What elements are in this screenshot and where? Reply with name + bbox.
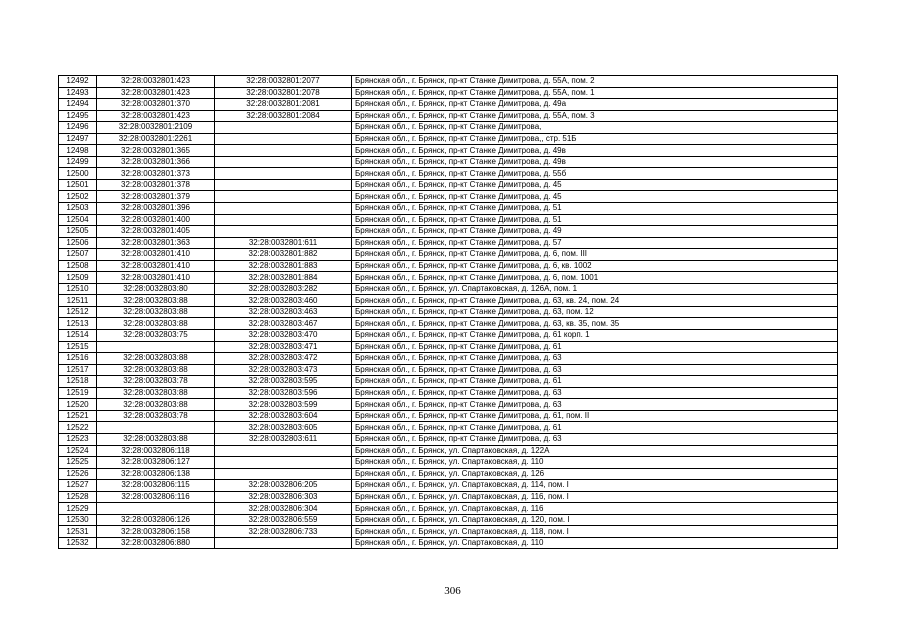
object-number-cell: 32:28:0032801:2078	[215, 87, 352, 99]
row-number-cell: 12503	[59, 203, 97, 215]
row-number-cell: 12492	[59, 76, 97, 88]
parcel-number-cell: 32:28:0032801:410	[97, 272, 215, 284]
table-row	[59, 445, 838, 457]
table-row	[59, 306, 838, 318]
table-row	[59, 537, 838, 549]
table-row	[59, 179, 838, 191]
row-number-cell: 12494	[59, 99, 97, 111]
parcel-number-cell: 32:28:0032801:400	[97, 214, 215, 226]
parcel-number-cell: 32:28:0032803:78	[97, 410, 215, 422]
row-number-cell: 12528	[59, 491, 97, 503]
address-cell: Брянская обл., г. Брянск, пр-кт Станке Димитрова, д. 49в	[352, 145, 838, 157]
object-number-cell: 32:28:0032803:596	[215, 387, 352, 399]
object-number-cell: 32:28:0032803:471	[215, 341, 352, 353]
table-row	[59, 457, 838, 469]
object-number-cell: 32:28:0032803:472	[215, 353, 352, 365]
row-number-cell: 12523	[59, 433, 97, 445]
address-cell: Брянская обл., г. Брянск, пр-кт Станке Димитрова, д. 6, кв. 1002	[352, 260, 838, 272]
address-cell: Брянская обл., г. Брянск, пр-кт Станке Димитрова, д. 55б	[352, 168, 838, 180]
parcel-number-cell: 32:28:0032801:370	[97, 99, 215, 111]
table-row	[59, 364, 838, 376]
row-number-cell: 12529	[59, 503, 97, 515]
table-row	[59, 214, 838, 226]
address-cell: Брянская обл., г. Брянск, пр-кт Станке Димитрова, д. 61	[352, 376, 838, 388]
address-cell: Брянская обл., г. Брянск, пр-кт Станке Димитрова, д. 63	[352, 433, 838, 445]
row-number-cell: 12502	[59, 191, 97, 203]
object-number-cell: 32:28:0032803:460	[215, 295, 352, 307]
row-number-cell: 12522	[59, 422, 97, 434]
address-cell: Брянская обл., г. Брянск, пр-кт Станке Димитрова, д. 63, пом. 12	[352, 306, 838, 318]
parcel-number-cell: 32:28:0032801:396	[97, 203, 215, 215]
row-number-cell: 12497	[59, 133, 97, 145]
parcel-number-cell: 32:28:0032803:80	[97, 283, 215, 295]
table-row	[59, 87, 838, 99]
parcel-number-cell: 32:28:0032801:373	[97, 168, 215, 180]
table-row	[59, 249, 838, 261]
address-cell: Брянская обл., г. Брянск, пр-кт Станке Димитрова, д. 63	[352, 364, 838, 376]
address-cell: Брянская обл., г. Брянск, пр-кт Станке Димитрова, д. 51	[352, 203, 838, 215]
object-number-cell	[215, 156, 352, 168]
parcel-number-cell: 32:28:0032801:405	[97, 226, 215, 238]
row-number-cell: 12524	[59, 445, 97, 457]
address-cell: Брянская обл., г. Брянск, ул. Спартаковская, д. 122А	[352, 445, 838, 457]
row-number-cell: 12504	[59, 214, 97, 226]
row-number-cell: 12507	[59, 249, 97, 261]
row-number-cell: 12525	[59, 457, 97, 469]
table-row	[59, 468, 838, 480]
row-number-cell: 12517	[59, 364, 97, 376]
object-number-cell: 32:28:0032801:611	[215, 237, 352, 249]
object-number-cell: 32:28:0032803:605	[215, 422, 352, 434]
table-row	[59, 410, 838, 422]
table-row	[59, 341, 838, 353]
object-number-cell	[215, 168, 352, 180]
table-row	[59, 156, 838, 168]
object-number-cell: 32:28:0032801:883	[215, 260, 352, 272]
row-number-cell: 12508	[59, 260, 97, 272]
address-cell: Брянская обл., г. Брянск, пр-кт Станке Димитрова, д. 63	[352, 353, 838, 365]
address-cell: Брянская обл., г. Брянск, ул. Спартаковская, д. 116	[352, 503, 838, 515]
parcel-number-cell	[97, 422, 215, 434]
row-number-cell: 12501	[59, 179, 97, 191]
address-cell: Брянская обл., г. Брянск, ул. Спартаковская, д. 126	[352, 468, 838, 480]
address-cell: Брянская обл., г. Брянск, ул. Спартаковская, д. 110	[352, 537, 838, 549]
object-number-cell: 32:28:0032803:463	[215, 306, 352, 318]
object-number-cell	[215, 214, 352, 226]
parcel-number-cell: 32:28:0032803:88	[97, 387, 215, 399]
table-row	[59, 110, 838, 122]
object-number-cell: 32:28:0032803:470	[215, 330, 352, 342]
row-number-cell: 12505	[59, 226, 97, 238]
table-row	[59, 387, 838, 399]
row-number-cell: 12513	[59, 318, 97, 330]
table-row	[59, 330, 838, 342]
address-cell: Брянская обл., г. Брянск, пр-кт Станке Димитрова, д. 49	[352, 226, 838, 238]
object-number-cell	[215, 179, 352, 191]
address-cell: Брянская обл., г. Брянск, пр-кт Станке Димитрова, д. 55А, пом. 1	[352, 87, 838, 99]
object-number-cell: 32:28:0032806:304	[215, 503, 352, 515]
object-number-cell: 32:28:0032801:884	[215, 272, 352, 284]
row-number-cell: 12511	[59, 295, 97, 307]
row-number-cell: 12521	[59, 410, 97, 422]
parcel-number-cell: 32:28:0032806:158	[97, 526, 215, 538]
parcel-number-cell: 32:28:0032801:379	[97, 191, 215, 203]
parcel-number-cell: 32:28:0032803:88	[97, 364, 215, 376]
address-cell: Брянская обл., г. Брянск, пр-кт Станке Димитрова, д. 61, пом. II	[352, 410, 838, 422]
table-row	[59, 503, 838, 515]
address-cell: Брянская обл., г. Брянск, пр-кт Станке Димитрова, д. 61	[352, 422, 838, 434]
address-cell: Брянская обл., г. Брянск, пр-кт Станке Димитрова, д. 63, кв. 24, пом. 24	[352, 295, 838, 307]
table-row	[59, 422, 838, 434]
cadastral-table	[58, 75, 838, 549]
parcel-number-cell: 32:28:0032806:116	[97, 491, 215, 503]
table-row	[59, 526, 838, 538]
address-cell: Брянская обл., г. Брянск, пр-кт Станке Димитрова, д. 55А, пом. 3	[352, 110, 838, 122]
object-number-cell	[215, 226, 352, 238]
row-number-cell: 12509	[59, 272, 97, 284]
parcel-number-cell	[97, 503, 215, 515]
row-number-cell: 12515	[59, 341, 97, 353]
address-cell: Брянская обл., г. Брянск, пр-кт Станке Димитрова, д. 61	[352, 341, 838, 353]
row-number-cell: 12520	[59, 399, 97, 411]
parcel-number-cell: 32:28:0032806:138	[97, 468, 215, 480]
parcel-number-cell: 32:28:0032803:88	[97, 295, 215, 307]
object-number-cell	[215, 133, 352, 145]
row-number-cell: 12530	[59, 514, 97, 526]
parcel-number-cell: 32:28:0032806:118	[97, 445, 215, 457]
table-row	[59, 122, 838, 134]
object-number-cell	[215, 203, 352, 215]
address-cell: Брянская обл., г. Брянск, ул. Спартаковская, д. 126А, пом. 1	[352, 283, 838, 295]
parcel-number-cell: 32:28:0032806:115	[97, 480, 215, 492]
address-cell: Брянская обл., г. Брянск, пр-кт Станке Димитрова, д. 63	[352, 387, 838, 399]
row-number-cell: 12531	[59, 526, 97, 538]
table-row	[59, 226, 838, 238]
parcel-number-cell: 32:28:0032806:880	[97, 537, 215, 549]
parcel-number-cell: 32:28:0032801:2109	[97, 122, 215, 134]
table-row	[59, 237, 838, 249]
object-number-cell: 32:28:0032803:595	[215, 376, 352, 388]
parcel-number-cell: 32:28:0032801:365	[97, 145, 215, 157]
parcel-number-cell: 32:28:0032803:88	[97, 433, 215, 445]
table-row	[59, 399, 838, 411]
table-row	[59, 376, 838, 388]
table-row	[59, 514, 838, 526]
row-number-cell: 12518	[59, 376, 97, 388]
object-number-cell	[215, 468, 352, 480]
table-row	[59, 168, 838, 180]
address-cell: Брянская обл., г. Брянск, пр-кт Станке Димитрова, д. 45	[352, 191, 838, 203]
address-cell: Брянская обл., г. Брянск, ул. Спартаковская, д. 114, пом. I	[352, 480, 838, 492]
object-number-cell: 32:28:0032803:467	[215, 318, 352, 330]
table-row	[59, 191, 838, 203]
row-number-cell: 12496	[59, 122, 97, 134]
address-cell: Брянская обл., г. Брянск, пр-кт Станке Димитрова,, стр. 51Б	[352, 133, 838, 145]
table-row	[59, 272, 838, 284]
object-number-cell: 32:28:0032803:604	[215, 410, 352, 422]
parcel-number-cell: 32:28:0032801:423	[97, 87, 215, 99]
row-number-cell: 12512	[59, 306, 97, 318]
parcel-number-cell: 32:28:0032801:410	[97, 249, 215, 261]
parcel-number-cell: 32:28:0032806:127	[97, 457, 215, 469]
table-row	[59, 283, 838, 295]
table-row	[59, 491, 838, 503]
table-row	[59, 99, 838, 111]
table-row	[59, 353, 838, 365]
table-row	[59, 133, 838, 145]
object-number-cell	[215, 457, 352, 469]
row-number-cell: 12498	[59, 145, 97, 157]
row-number-cell: 12527	[59, 480, 97, 492]
row-number-cell: 12506	[59, 237, 97, 249]
object-number-cell: 32:28:0032806:559	[215, 514, 352, 526]
address-cell: Брянская обл., г. Брянск, пр-кт Станке Димитрова, д. 6, пом. 1001	[352, 272, 838, 284]
page-number: 306	[444, 585, 461, 597]
row-number-cell: 12526	[59, 468, 97, 480]
parcel-number-cell: 32:28:0032801:423	[97, 76, 215, 88]
row-number-cell: 12499	[59, 156, 97, 168]
row-number-cell: 12516	[59, 353, 97, 365]
parcel-number-cell: 32:28:0032801:366	[97, 156, 215, 168]
address-cell: Брянская обл., г. Брянск, ул. Спартаковская, д. 110	[352, 457, 838, 469]
object-number-cell	[215, 191, 352, 203]
address-cell: Брянская обл., г. Брянск, ул. Спартаковская, д. 120, пом. I	[352, 514, 838, 526]
object-number-cell: 32:28:0032803:611	[215, 433, 352, 445]
row-number-cell: 12514	[59, 330, 97, 342]
parcel-number-cell: 32:28:0032801:363	[97, 237, 215, 249]
table-row	[59, 203, 838, 215]
parcel-number-cell: 32:28:0032803:75	[97, 330, 215, 342]
parcel-number-cell: 32:28:0032801:410	[97, 260, 215, 272]
table-row	[59, 480, 838, 492]
row-number-cell: 12532	[59, 537, 97, 549]
address-cell: Брянская обл., г. Брянск, пр-кт Станке Димитрова, д. 55А, пом. 2	[352, 76, 838, 88]
object-number-cell: 32:28:0032801:2081	[215, 99, 352, 111]
table-row	[59, 260, 838, 272]
row-number-cell: 12500	[59, 168, 97, 180]
object-number-cell: 32:28:0032806:205	[215, 480, 352, 492]
row-number-cell: 12495	[59, 110, 97, 122]
address-cell: Брянская обл., г. Брянск, пр-кт Станке Димитрова, д. 51	[352, 214, 838, 226]
object-number-cell: 32:28:0032801:2084	[215, 110, 352, 122]
object-number-cell: 32:28:0032806:733	[215, 526, 352, 538]
parcel-number-cell: 32:28:0032801:2261	[97, 133, 215, 145]
object-number-cell: 32:28:0032803:282	[215, 283, 352, 295]
cadastral-table-body	[59, 76, 838, 549]
row-number-cell: 12519	[59, 387, 97, 399]
object-number-cell: 32:28:0032803:599	[215, 399, 352, 411]
object-number-cell	[215, 145, 352, 157]
address-cell: Брянская обл., г. Брянск, пр-кт Станке Димитрова, д. 6, пом. III	[352, 249, 838, 261]
address-cell: Брянская обл., г. Брянск, пр-кт Станке Димитрова, д. 45	[352, 179, 838, 191]
object-number-cell: 32:28:0032801:882	[215, 249, 352, 261]
parcel-number-cell: 32:28:0032803:88	[97, 399, 215, 411]
table-row	[59, 318, 838, 330]
object-number-cell: 32:28:0032806:303	[215, 491, 352, 503]
table-row	[59, 76, 838, 88]
table-row	[59, 295, 838, 307]
row-number-cell: 12493	[59, 87, 97, 99]
parcel-number-cell: 32:28:0032801:423	[97, 110, 215, 122]
address-cell: Брянская обл., г. Брянск, пр-кт Станке Димитрова, д. 63, кв. 35, пом. 35	[352, 318, 838, 330]
parcel-number-cell: 32:28:0032803:78	[97, 376, 215, 388]
parcel-number-cell	[97, 341, 215, 353]
parcel-number-cell: 32:28:0032806:126	[97, 514, 215, 526]
parcel-number-cell: 32:28:0032803:88	[97, 353, 215, 365]
table-row	[59, 433, 838, 445]
object-number-cell	[215, 122, 352, 134]
address-cell: Брянская обл., г. Брянск, пр-кт Станке Димитрова, д. 61 корп. 1	[352, 330, 838, 342]
object-number-cell	[215, 445, 352, 457]
address-cell: Брянская обл., г. Брянск, ул. Спартаковская, д. 118, пом. I	[352, 526, 838, 538]
row-number-cell: 12510	[59, 283, 97, 295]
object-number-cell	[215, 537, 352, 549]
address-cell: Брянская обл., г. Брянск, пр-кт Станке Димитрова, д. 57	[352, 237, 838, 249]
parcel-number-cell: 32:28:0032803:88	[97, 306, 215, 318]
parcel-number-cell: 32:28:0032803:88	[97, 318, 215, 330]
object-number-cell: 32:28:0032801:2077	[215, 76, 352, 88]
object-number-cell: 32:28:0032803:473	[215, 364, 352, 376]
address-cell: Брянская обл., г. Брянск, ул. Спартаковская, д. 116, пом. I	[352, 491, 838, 503]
table-row	[59, 145, 838, 157]
address-cell: Брянская обл., г. Брянск, пр-кт Станке Димитрова, д. 49в	[352, 156, 838, 168]
address-cell: Брянская обл., г. Брянск, пр-кт Станке Димитрова, д. 49а	[352, 99, 838, 111]
address-cell: Брянская обл., г. Брянск, пр-кт Станке Димитрова, д. 63	[352, 399, 838, 411]
parcel-number-cell: 32:28:0032801:378	[97, 179, 215, 191]
address-cell: Брянская обл., г. Брянск, пр-кт Станке Димитрова,	[352, 122, 838, 134]
